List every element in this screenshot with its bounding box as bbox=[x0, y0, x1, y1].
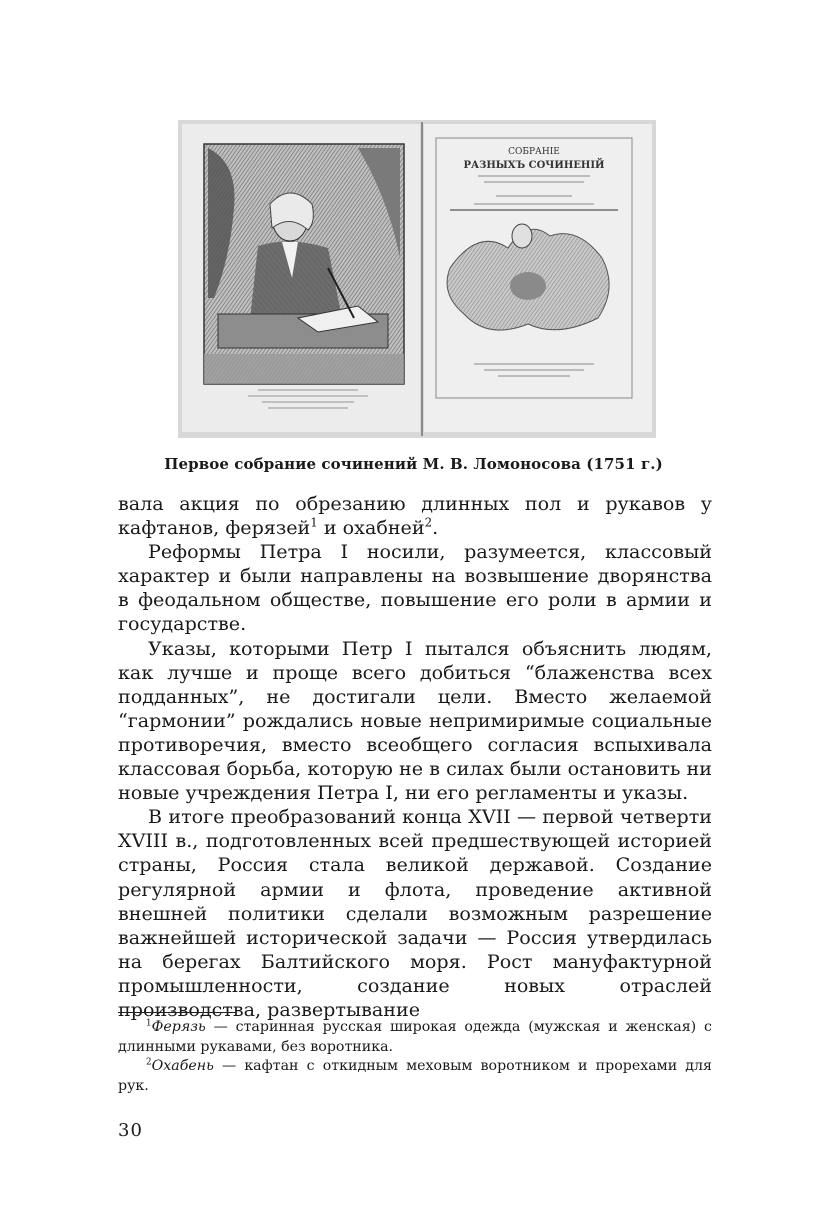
title-page-line2: РАЗНЫХЪ СОЧИНЕНІЙ bbox=[463, 160, 605, 171]
footnote-text: — старинная русская широкая одежда (мужская и женская) с длинными рукавами, без воротника. bbox=[118, 1019, 712, 1055]
footnote-text: — кафтан с откидным меховым воротником и прорехами для рук. bbox=[118, 1058, 713, 1094]
figure-caption: Первое собрание сочинений М. В. Ломоносова (1751 г.) bbox=[164, 455, 663, 473]
paragraph: В итоге преобразований конца XVII — первой четверти XVIII в., подготовленных всей предшествующей историей страны, Россия стала великой державой. Создание регулярной армии и флота, проведение активной внешней политики сделали возможным разрешение важнейшей исторической задачи — Россия утвердилась на берегах Балтийского моря. Рост мануфактурной промышленности, создание новых отраслей производства, развертывание bbox=[118, 805, 712, 1021]
page-number: 30 bbox=[118, 1120, 143, 1141]
footnote-number: 2 bbox=[146, 1057, 152, 1068]
footnote-ref: 1 bbox=[310, 515, 318, 530]
main-text bbox=[118, 492, 712, 1022]
paragraph bbox=[118, 492, 712, 540]
title-page-line1: СОБРАНІЕ bbox=[508, 147, 560, 157]
footnote-number: 1 bbox=[146, 1018, 152, 1029]
paragraph-text: . bbox=[432, 516, 439, 540]
footnote bbox=[118, 1057, 712, 1096]
paragraph: Указы, которыми Петр I пытался объяснить людям, как лучше и проще всего добиться “блаженства всех подданных”, не достигали цели. Вместо желаемой “гармонии” рождались новые непримиримые социальные противоречия, вместо всеобщего согласия вспыхивала классовая борьба, которую не в силах были остановить ни новые учреждения Петра I, ни его регламенты и указы. bbox=[118, 636, 712, 805]
footnotes bbox=[118, 1018, 712, 1096]
book-portrait-engraving-icon bbox=[178, 118, 656, 440]
footnote-divider bbox=[118, 1012, 236, 1013]
footnote-term: Ферязь bbox=[151, 1019, 206, 1035]
footnote-ref: 2 bbox=[424, 515, 433, 530]
footnote bbox=[118, 1018, 712, 1057]
paragraph: Реформы Петра I носили, разумеется, классовый характер и были направлены на возвышение дворянства в феодальном обществе, повышение его роли в армии и государстве. bbox=[118, 540, 712, 636]
footnote-term: Охабень bbox=[151, 1058, 214, 1074]
paragraph-text: и охабней bbox=[317, 516, 425, 540]
paragraph-text: вала акция по обрезанию длинных пол и рукавов у кафтанов, ферязей bbox=[118, 492, 712, 540]
book-illustration bbox=[178, 118, 656, 440]
